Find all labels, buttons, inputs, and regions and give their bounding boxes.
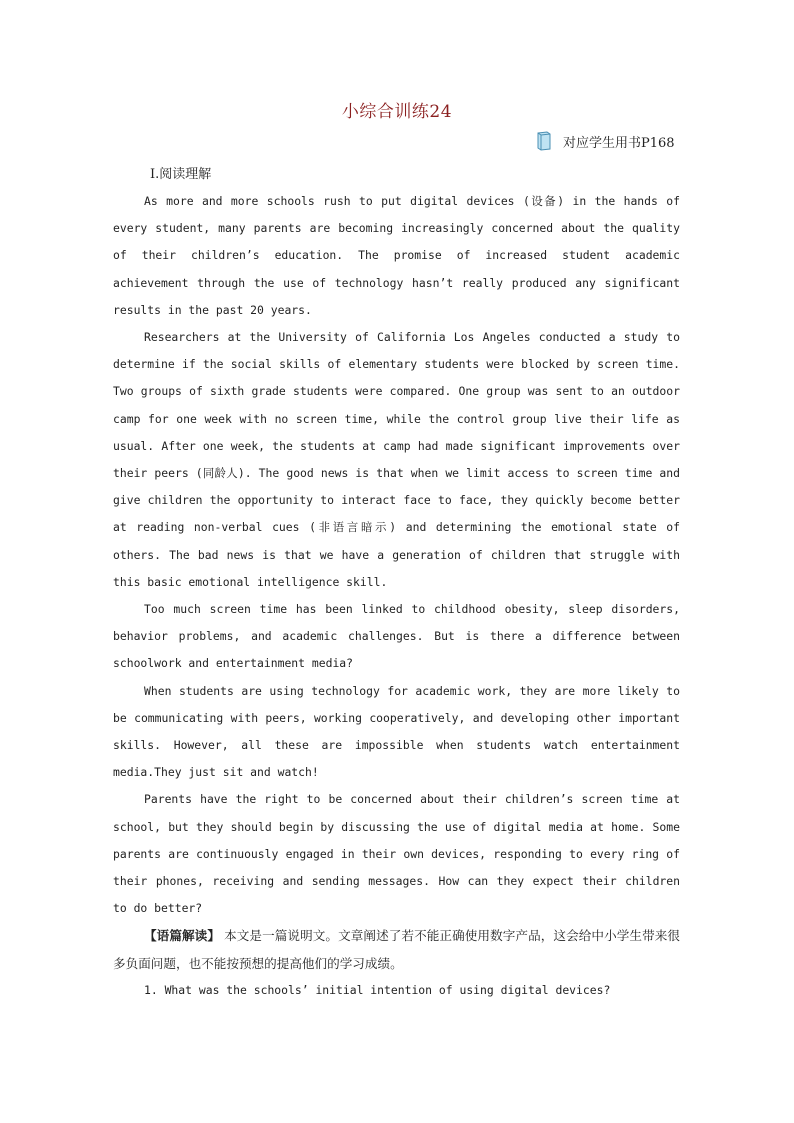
paragraph-1: As more and more schools rush to put digital devices (设备) in the hands of every student, many parents are becoming increasingly concerned about the quality of their children’s education. The promise of increased student academic achievement through the use of technology hasn’t really produced any significant results in the past 20 years. [113,194,680,317]
paragraph-2: Researchers at the University of California Los Angeles conducted a study to determine if the social skills of elementary students were blocked by screen time. Two groups of sixth grade students were compared. One group was sent to an outdoor camp for one week with no screen time, while the control group live their life as usual. After one week, the students at camp had made significant improvements over their peers (同龄人). The good news is that when we limit access to screen time and give children the opportunity to interact face to face, they quickly become better at reading non-verbal cues (非语言暗示) and determining the emotional state of others. The bad news is that we have a generation of children that struggle with this basic emotional intelligence skill. [113,330,680,589]
section-heading: Ⅰ.阅读理解 [150,167,212,182]
page-title: 小综合训练24 [341,102,453,122]
analysis-text: 本文是一篇说明文。文章阐述了若不能正确使用数字产品，这会给中小学生带来很多负面问题，也不能按预想的提高他们的学习成绩。 [113,928,680,971]
student-book-reference [535,131,675,151]
book-icon [535,131,553,151]
analysis-label: 【语篇解读】 [144,928,220,944]
paragraph-3: Too much screen time has been linked to childhood obesity, sleep disorders, behavior problems, and academic challenges. But is there a difference between schoolwork and entertainment media? [113,602,680,671]
paragraph-4: When students are using technology for academic work, they are more likely to be communicating with peers, working cooperatively, and developing other important skills. However, all these are impossible when students watch entertainment media.They just sit and watch! [113,683,680,780]
question-1: 1. What was the schools’ initial intention of using digital devices? [144,982,611,997]
passage-analysis [113,922,680,976]
paragraph-5: Parents have the right to be concerned about their children’s screen time at school, but they should begin by discussing the use of digital media at home. Some parents are continuously engaged in their own devices, responding to every ring of their phones, receiving and sending messages. How can they expect their children to do better? [113,792,680,916]
reference-text: 对应学生用书P168 [563,135,675,151]
article-body [113,188,680,1004]
